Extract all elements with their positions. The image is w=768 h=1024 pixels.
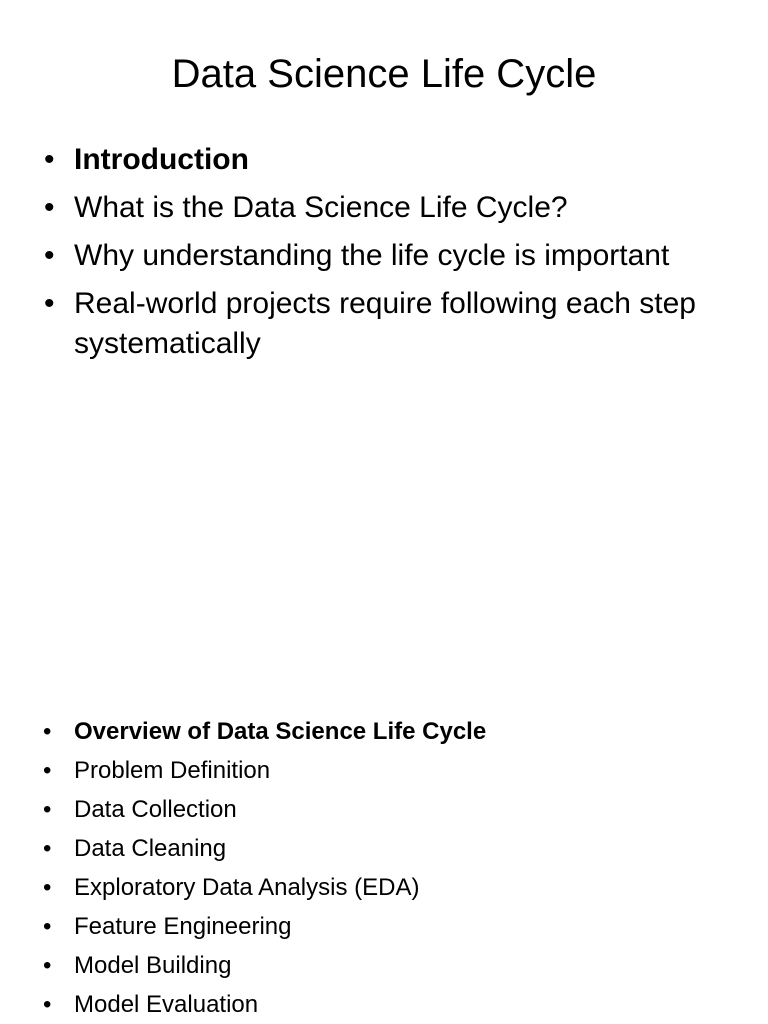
bullet-icon: •: [43, 874, 52, 901]
bullet-icon: •: [43, 835, 52, 862]
intro-heading: Introduction: [74, 143, 249, 176]
list-item: [40, 949, 740, 983]
bullet-icon: •: [43, 913, 52, 940]
list-item-text: Real-world projects require following each step systematically: [74, 287, 696, 360]
list-item-text: Why understanding the life cycle is important: [74, 239, 670, 272]
list-item: [40, 754, 740, 788]
overview-bullet-list: [40, 715, 740, 1024]
list-item-text: What is the Data Science Life Cycle?: [74, 191, 568, 224]
list-item-text: Model Building: [74, 952, 232, 979]
intro-bullet-list: [40, 140, 740, 372]
list-item: [40, 715, 740, 749]
list-item: [40, 236, 740, 276]
list-item-text: Feature Engineering: [74, 913, 292, 940]
bullet-icon: •: [44, 191, 55, 224]
bullet-icon: •: [44, 239, 55, 272]
list-item: [40, 140, 740, 180]
slide-title: Data Science Life Cycle: [171, 52, 597, 96]
bullet-icon: •: [44, 143, 55, 176]
bullet-icon: •: [43, 952, 52, 979]
list-item: [40, 910, 740, 944]
list-item-text: Data Collection: [74, 796, 237, 823]
bullet-icon: •: [44, 287, 55, 320]
list-item: [40, 832, 740, 866]
bullet-icon: •: [43, 718, 52, 745]
bullet-icon: •: [43, 757, 52, 784]
list-item: [40, 188, 740, 228]
list-item: [40, 793, 740, 827]
list-item-text: Exploratory Data Analysis (EDA): [74, 874, 420, 901]
list-item-text: Data Cleaning: [74, 835, 227, 862]
bullet-icon: •: [43, 796, 52, 823]
overview-heading: Overview of Data Science Life Cycle: [74, 718, 487, 745]
list-item: [40, 871, 740, 905]
list-item-text: Model Evaluation: [74, 991, 259, 1018]
list-item: [40, 284, 740, 364]
bullet-icon: •: [43, 991, 52, 1018]
list-item-text: Problem Definition: [74, 757, 271, 784]
list-item: [40, 988, 740, 1022]
